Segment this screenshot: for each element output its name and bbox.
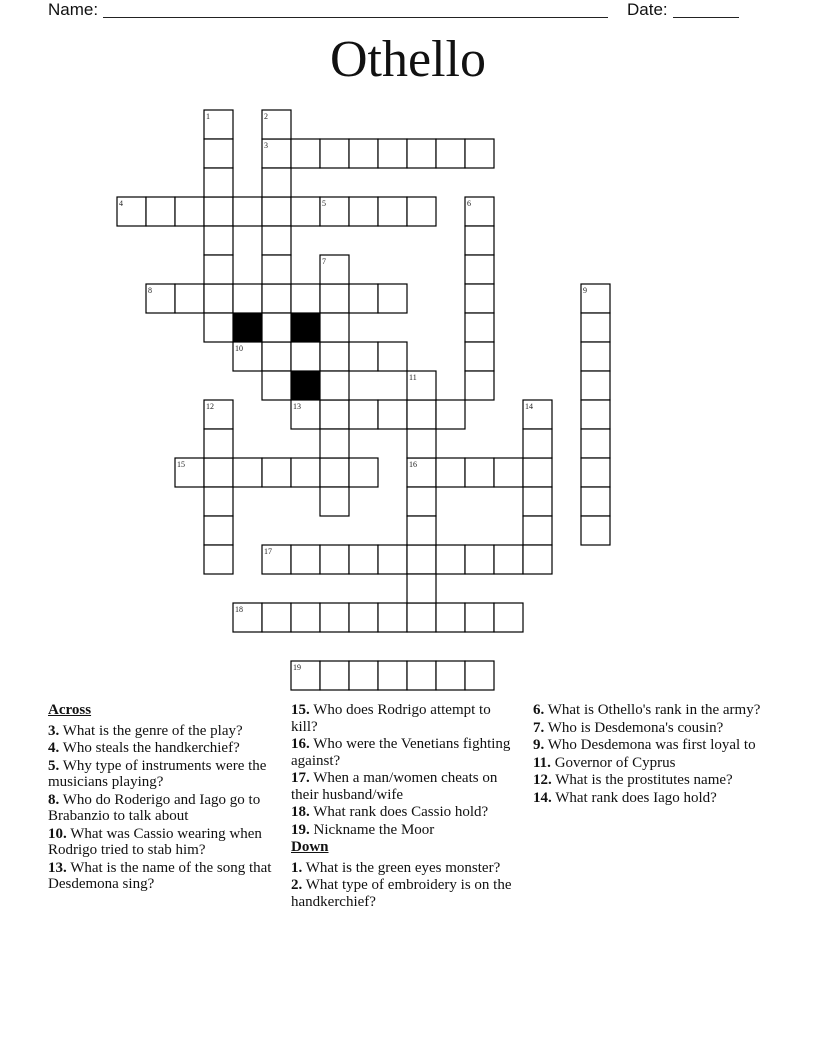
grid-cell[interactable] bbox=[465, 458, 494, 487]
grid-cell[interactable] bbox=[465, 545, 494, 574]
grid-cell[interactable] bbox=[233, 458, 262, 487]
grid-cell[interactable] bbox=[291, 197, 320, 226]
clues-column-2 bbox=[291, 702, 519, 911]
grid-cell[interactable] bbox=[523, 545, 552, 574]
grid-cell[interactable] bbox=[291, 603, 320, 632]
grid-cell[interactable] bbox=[320, 371, 349, 400]
grid-cell[interactable] bbox=[465, 139, 494, 168]
grid-number: 6 bbox=[467, 199, 471, 208]
grid-cell[interactable] bbox=[581, 516, 610, 545]
grid-cell[interactable] bbox=[407, 429, 436, 458]
grid-cell[interactable] bbox=[320, 487, 349, 516]
grid-cell[interactable] bbox=[204, 226, 233, 255]
grid-cell[interactable] bbox=[204, 197, 233, 226]
clue-item: 8. Who do Roderigo and Iago go to Brabanzio to talk about bbox=[48, 791, 261, 824]
grid-cell[interactable] bbox=[436, 661, 465, 690]
grid-cell[interactable] bbox=[436, 603, 465, 632]
grid-cell[interactable] bbox=[465, 603, 494, 632]
grid-cell[interactable] bbox=[349, 545, 378, 574]
grid-number: 11 bbox=[409, 373, 417, 382]
grid-block bbox=[291, 371, 320, 400]
down-heading: Down bbox=[291, 839, 329, 855]
clue-item: 9. Who Desdemona was first loyal to bbox=[533, 737, 756, 753]
clue-item: 13. What is the name of the song that Desdemona sing? bbox=[48, 859, 272, 892]
grid-cell[interactable] bbox=[146, 197, 175, 226]
grid-cell[interactable] bbox=[320, 545, 349, 574]
grid-cell[interactable] bbox=[204, 284, 233, 313]
clues-column-3 bbox=[533, 702, 761, 807]
grid-cell[interactable] bbox=[233, 197, 262, 226]
grid-cell[interactable] bbox=[262, 255, 291, 284]
clues-column-1 bbox=[48, 702, 276, 894]
grid-cell[interactable] bbox=[204, 168, 233, 197]
grid-cell[interactable] bbox=[407, 400, 436, 429]
grid-number: 19 bbox=[293, 663, 301, 672]
grid-number: 14 bbox=[525, 402, 533, 411]
grid-cell[interactable] bbox=[465, 226, 494, 255]
grid-cell[interactable] bbox=[320, 139, 349, 168]
grid-cell[interactable] bbox=[349, 458, 378, 487]
grid-cell[interactable] bbox=[262, 168, 291, 197]
grid-cell[interactable] bbox=[233, 284, 262, 313]
grid-cell[interactable] bbox=[378, 284, 407, 313]
grid-cell[interactable] bbox=[320, 342, 349, 371]
grid-cell[interactable] bbox=[378, 139, 407, 168]
grid-block bbox=[291, 313, 320, 342]
grid-number: 15 bbox=[177, 460, 185, 469]
grid-cell[interactable] bbox=[262, 313, 291, 342]
grid-cell[interactable] bbox=[581, 371, 610, 400]
grid-cell[interactable] bbox=[523, 516, 552, 545]
clue-item: 6. What is Othello's rank in the army? bbox=[533, 702, 761, 718]
grid-cell[interactable] bbox=[436, 545, 465, 574]
grid-number: 8 bbox=[148, 286, 152, 295]
clue-item: 18. What rank does Cassio hold? bbox=[291, 804, 489, 820]
grid-number: 7 bbox=[322, 257, 326, 266]
grid-cell[interactable] bbox=[494, 603, 523, 632]
grid-cell[interactable] bbox=[175, 197, 204, 226]
grid-cell[interactable] bbox=[465, 661, 494, 690]
grid-cell[interactable] bbox=[320, 458, 349, 487]
grid-cell[interactable] bbox=[407, 197, 436, 226]
grid-cell[interactable] bbox=[378, 342, 407, 371]
clue-item: 4. Who steals the handkerchief? bbox=[48, 740, 240, 756]
grid-number: 3 bbox=[264, 141, 268, 150]
grid-block bbox=[233, 313, 262, 342]
grid-cell[interactable] bbox=[262, 603, 291, 632]
grid-number: 10 bbox=[235, 344, 243, 353]
grid-cell[interactable] bbox=[320, 284, 349, 313]
grid-cell[interactable] bbox=[262, 197, 291, 226]
grid-cell[interactable] bbox=[204, 313, 233, 342]
clue-item: 5. Why type of instruments were the musicians playing? bbox=[48, 757, 267, 790]
grid-cell[interactable] bbox=[320, 400, 349, 429]
grid-cell[interactable] bbox=[581, 342, 610, 371]
grid-cell[interactable] bbox=[581, 313, 610, 342]
grid-cell[interactable] bbox=[378, 603, 407, 632]
grid-number: 1 bbox=[206, 112, 210, 121]
grid-cell[interactable] bbox=[407, 661, 436, 690]
clue-item: 11. Governor of Cyprus bbox=[533, 754, 676, 771]
grid-cell[interactable] bbox=[291, 284, 320, 313]
grid-cell[interactable] bbox=[175, 284, 204, 313]
grid-cell[interactable] bbox=[436, 400, 465, 429]
grid-cell[interactable] bbox=[465, 284, 494, 313]
grid-cell[interactable] bbox=[291, 342, 320, 371]
grid-cell[interactable] bbox=[204, 545, 233, 574]
grid-cell[interactable] bbox=[262, 458, 291, 487]
grid-cell[interactable] bbox=[378, 400, 407, 429]
name-label: Name: bbox=[48, 0, 99, 19]
grid-cell[interactable] bbox=[378, 197, 407, 226]
grid-cell[interactable] bbox=[407, 139, 436, 168]
grid-number: 9 bbox=[583, 286, 587, 295]
grid-cell[interactable] bbox=[349, 603, 378, 632]
grid-cell[interactable] bbox=[465, 342, 494, 371]
grid-cell[interactable] bbox=[465, 371, 494, 400]
grid-cell[interactable] bbox=[204, 487, 233, 516]
grid-cell[interactable] bbox=[349, 197, 378, 226]
grid-number: 5 bbox=[322, 199, 326, 208]
grid-cell[interactable] bbox=[204, 429, 233, 458]
grid-cell[interactable] bbox=[407, 516, 436, 545]
grid-cell[interactable] bbox=[523, 458, 552, 487]
grid-number: 18 bbox=[235, 605, 243, 614]
grid-cell[interactable] bbox=[320, 313, 349, 342]
grid-number: 2 bbox=[264, 112, 268, 121]
grid-cell[interactable] bbox=[291, 139, 320, 168]
grid-cell[interactable] bbox=[581, 458, 610, 487]
grid-number: 12 bbox=[206, 402, 214, 411]
clue-item: 10. What was Cassio wearing when Rodrigo tried to stab him? bbox=[48, 825, 262, 858]
grid-cell[interactable] bbox=[581, 487, 610, 516]
grid-cell[interactable] bbox=[349, 661, 378, 690]
grid-cell[interactable] bbox=[349, 284, 378, 313]
grid-cell[interactable] bbox=[320, 661, 349, 690]
grid-cell[interactable] bbox=[436, 139, 465, 168]
grid-cell[interactable] bbox=[407, 487, 436, 516]
clue-item: 14. What rank does Iago hold? bbox=[533, 789, 717, 806]
clue-item: 1. What is the green eyes monster? bbox=[291, 859, 501, 876]
grid-cell[interactable] bbox=[581, 429, 610, 458]
clue-item: 16. Who were the Venetians fighting against? bbox=[291, 736, 511, 769]
grid-cell[interactable] bbox=[320, 429, 349, 458]
grid-cell[interactable] bbox=[262, 284, 291, 313]
grid-cell[interactable] bbox=[349, 342, 378, 371]
grid-cell[interactable] bbox=[581, 400, 610, 429]
grid-cell[interactable] bbox=[465, 255, 494, 284]
grid-cell[interactable] bbox=[378, 545, 407, 574]
grid-cell[interactable] bbox=[407, 545, 436, 574]
across-heading: Across bbox=[48, 702, 92, 718]
grid-number: 16 bbox=[409, 460, 417, 469]
grid-cell[interactable] bbox=[204, 139, 233, 168]
grid-cell[interactable] bbox=[204, 255, 233, 284]
grid-cell[interactable] bbox=[407, 603, 436, 632]
clue-item: 7. Who is Desdemona's cousin? bbox=[533, 719, 724, 736]
grid-cell[interactable] bbox=[204, 516, 233, 545]
grid-cell[interactable] bbox=[407, 574, 436, 603]
clue-item: 3. What is the genre of the play? bbox=[48, 722, 243, 739]
date-label: Date: bbox=[627, 0, 668, 19]
clue-item: 2. What type of embroidery is on the handkerchief? bbox=[291, 877, 512, 910]
clue-item: 12. What is the prostitutes name? bbox=[533, 772, 733, 788]
grid-number: 13 bbox=[293, 402, 301, 411]
grid-cell[interactable] bbox=[320, 603, 349, 632]
clue-item: 19. Nickname the Moor bbox=[291, 821, 435, 838]
grid-cell[interactable] bbox=[436, 458, 465, 487]
grid-cell[interactable] bbox=[523, 487, 552, 516]
grid-cell[interactable] bbox=[204, 458, 233, 487]
grid-cell[interactable] bbox=[378, 661, 407, 690]
grid-cell[interactable] bbox=[262, 371, 291, 400]
grid-cell[interactable] bbox=[349, 139, 378, 168]
grid-cell[interactable] bbox=[494, 458, 523, 487]
grid-cell[interactable] bbox=[494, 545, 523, 574]
clue-item: 15. Who does Rodrigo attempt to kill? bbox=[291, 702, 491, 735]
grid-cell[interactable] bbox=[523, 429, 552, 458]
puzzle-title: Othello bbox=[330, 31, 486, 88]
grid-cell[interactable] bbox=[291, 545, 320, 574]
clue-item: 17. When a man/women cheats on their husband/wife bbox=[291, 770, 498, 803]
grid-cell[interactable] bbox=[465, 313, 494, 342]
grid-number: 4 bbox=[119, 199, 123, 208]
grid-cell[interactable] bbox=[349, 400, 378, 429]
grid-cell[interactable] bbox=[262, 226, 291, 255]
grid-cell[interactable] bbox=[291, 458, 320, 487]
grid-cell[interactable] bbox=[262, 342, 291, 371]
grid-number: 17 bbox=[264, 547, 272, 556]
